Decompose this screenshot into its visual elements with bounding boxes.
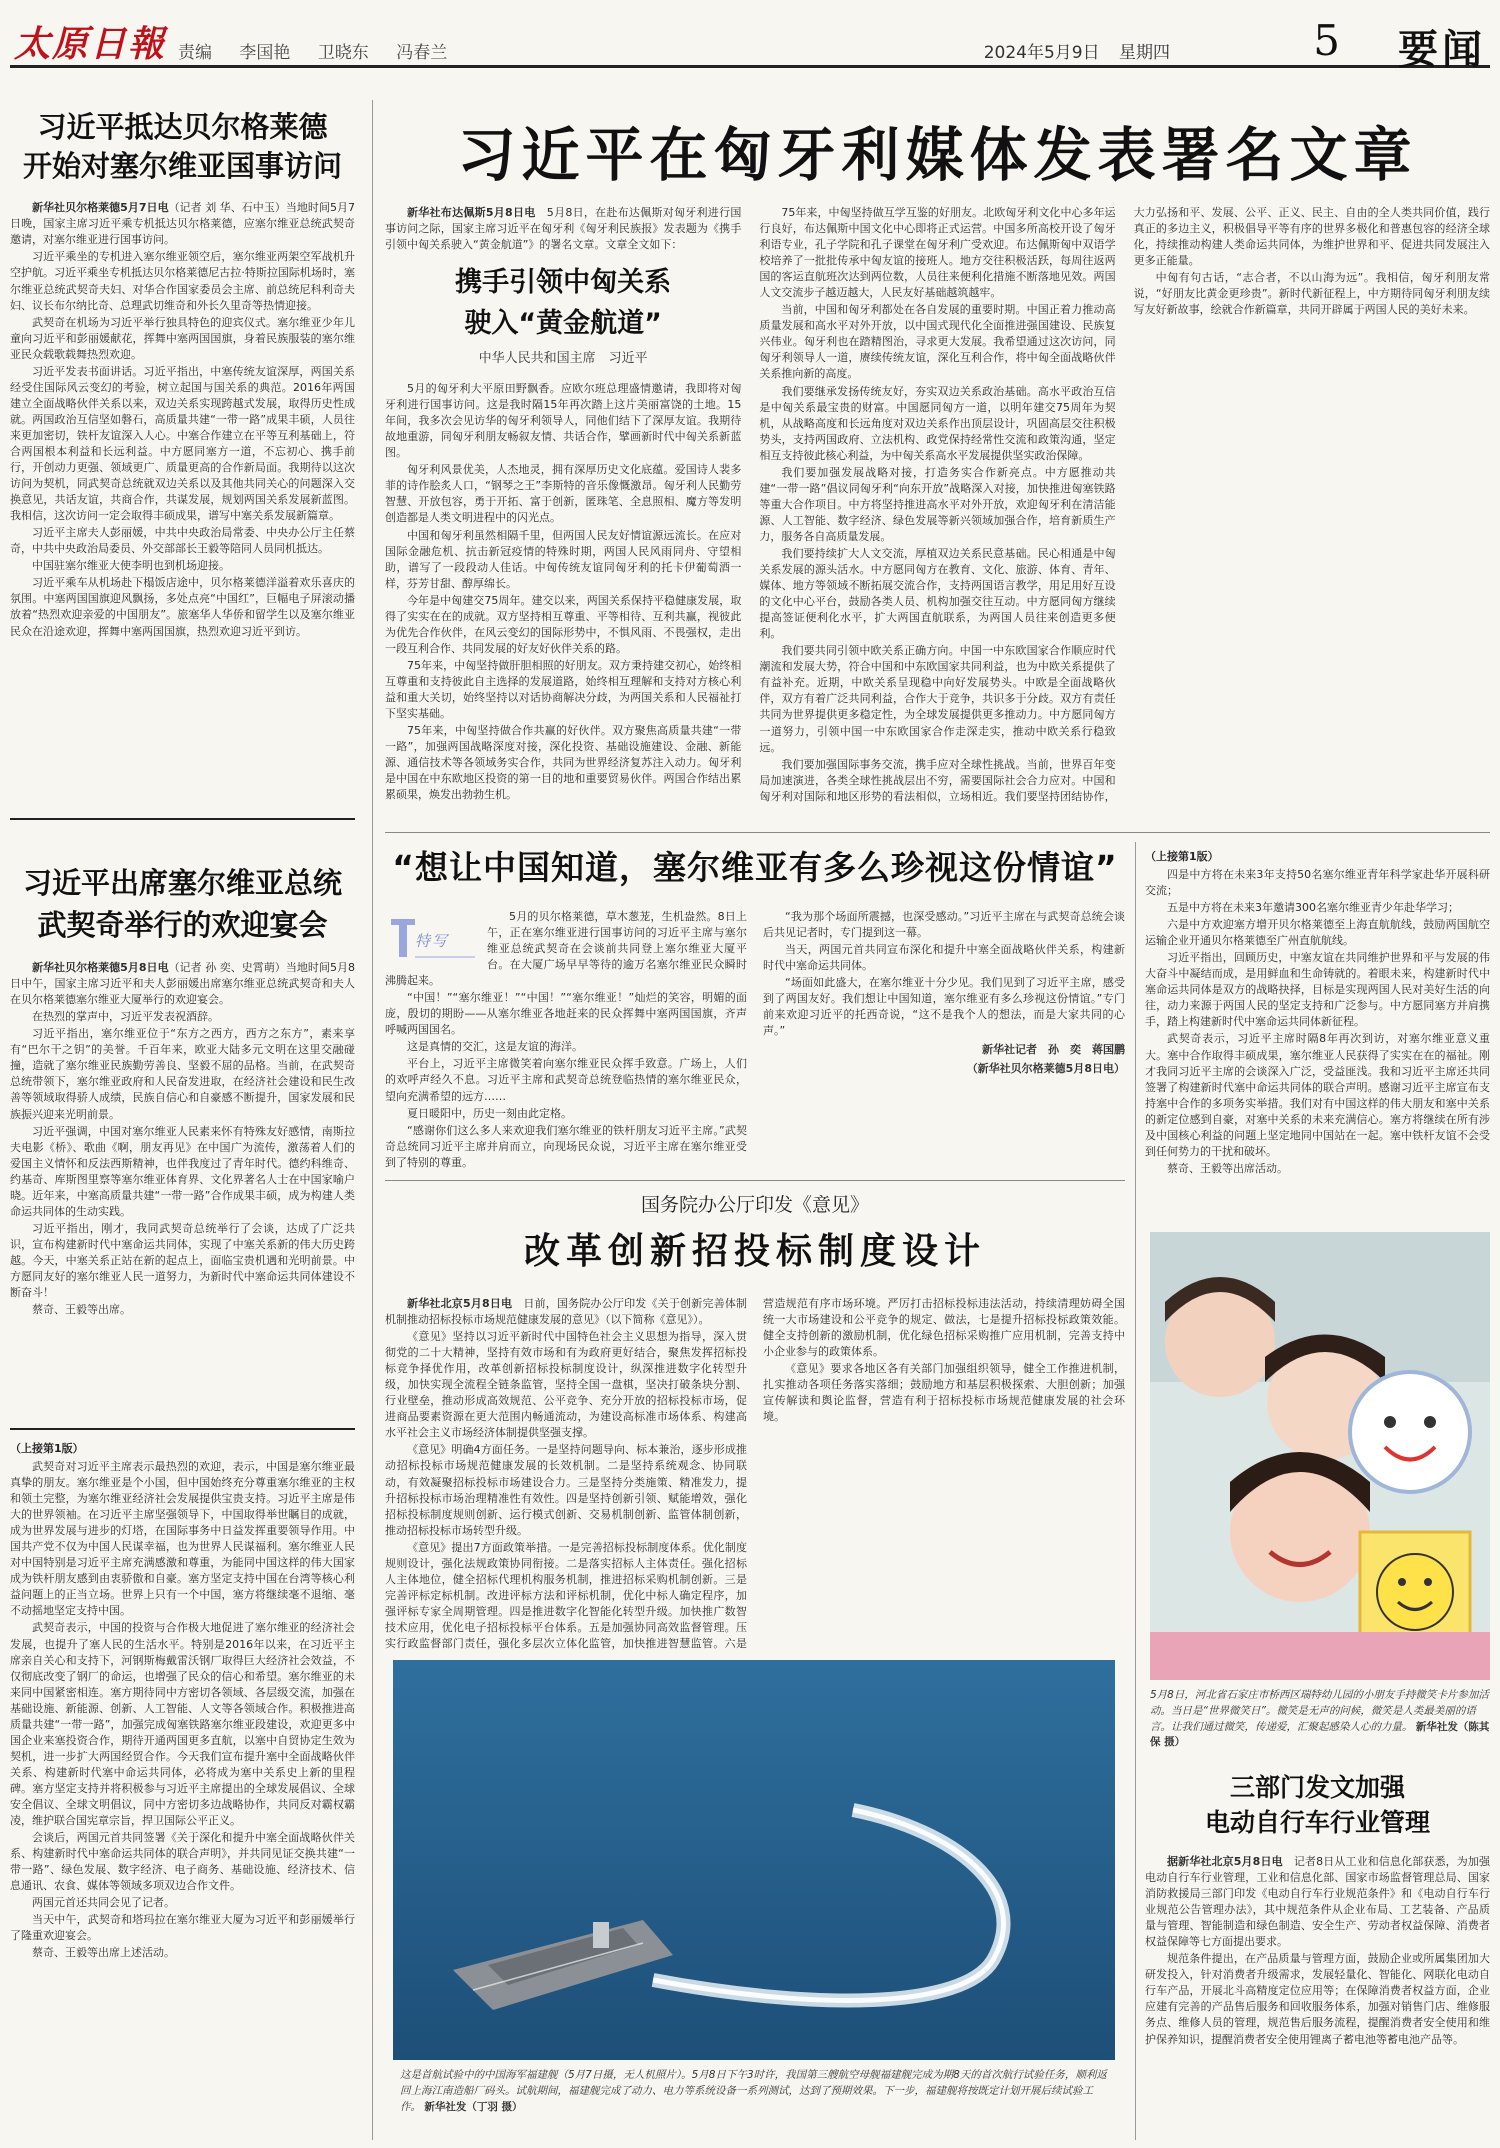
smile-day-caption-text: 5月8日，河北省石家庄市桥西区瑞特幼儿园的小朋友手持微笑卡片参加活动。当日是“世界微笑日”。微笑是无声的问候，微笑是人类最美丽的语言。让我们通过微笑，传递爱，汇聚起感染人心的力量。 (1150, 1689, 1489, 1733)
main-article (385, 205, 1490, 825)
continued-label: （上接第1版） (10, 1442, 84, 1455)
weekday-text: 星期四 (1119, 43, 1170, 63)
column-divider (372, 100, 373, 2140)
story-banquet-title (10, 862, 355, 946)
paragraph: 习近平指出，回顾历史，中塞友谊在共同维护世界和平与发展的伟大奋斗中凝结而成，是用鲜血和生命铸就的。着眼未来，构建新时代中塞命运共同体是双方的战略抉择，目标是实现两国人民对美好生活的向往，动力来源于两国人民的坚定支持和广泛参与。中方愿同塞方并肩携手，踏上构建新时代中塞命运共同体新征程。 (1145, 951, 1490, 1029)
story-talks-continued (10, 1440, 355, 2140)
editor-name: 卫晓东 (317, 43, 369, 63)
divider (10, 1428, 355, 1430)
ebike-body (1145, 1854, 1490, 2048)
policy-story (385, 1190, 1125, 1650)
main-article-body (385, 205, 1490, 820)
smile-day-photo (1150, 1232, 1490, 1680)
paragraph: 5月的贝尔格莱德，草木葱茏，生机盎然。8日上午，正在塞尔维亚进行国事访问的习近平主席与塞尔维亚总统武契奇在会谈前共同登上塞尔维亚大厦平台。在大厦广场早早等待的逾万名塞尔维亚民众瞬时沸腾起来。 (385, 910, 747, 988)
paragraph: 武契奇在机场为习近平举行独具特色的迎宾仪式。塞尔维亚少年儿童向习近平和彭丽媛献花，挥舞中塞两国国旗，身着民族服装的塞尔维亚民众载歌载舞热烈欢迎。 (10, 315, 355, 361)
feature-byline: 新华社记者 孙 奕 蒋国鹏 (982, 1043, 1125, 1057)
paragraph: 当天中午，武契奇和塔玛拉在塞尔维亚大厦为习近平和彭丽媛举行了隆重欢迎宴会。 (10, 1913, 355, 1943)
editor-label: 责编 (178, 43, 212, 63)
carrier-photo-credit: 新华社发（丁羽 摄） (424, 2100, 523, 2113)
story-arrival-body (10, 200, 355, 639)
feature-body (385, 909, 1125, 1171)
ebike-story (1145, 1770, 1490, 2140)
paragraph: 规范条件提出，在产品质量与管理方面，鼓励企业或所属集团加大研发投入，针对消费者升级需求，发展轻量化、智能化、网联化电动自行车产品，开展北斗高精度定位应用等；在保障消费者权益方面，企业应建有完善的产品售后服务和回收服务体系，加强对销售门店、维修服务点、维修人员的管理，规范售后服务流程，提醒消费者安全使用和维护保养知识，提醒消费者安全使用锂离子蓄电池等蓄电池产品等。 (1145, 1952, 1490, 2046)
lead-paragraph: 据新华社北京5月8日电 记者8日从工业和信息化部获悉，为加强电动自行车行业管理，工业和信息化部、国家市场监督管理总局、国家消防救援局三部门印发《电动自行车行业规范条件》和《电动自行车行业规范公告管理办法》，其中规范条件从企业布局、工艺装备、产品质量与管理、智能制造和绿色制造、安全生产、劳动者权益保障、消费者权益保障等七方面提出要求。 (1145, 1855, 1490, 1949)
lead-paragraph: 新华社布达佩斯5月8日电 5月8日，在赴布达佩斯对匈牙利进行国事访问之际，国家主席习近平在匈牙利《匈牙利民族报》发表题为《携手引领中匈关系驶入“黄金航道”》的署名文章。文章全文如下： (385, 206, 742, 252)
paragraph: 平台上，习近平主席微笑着向塞尔维亚民众挥手致意。广场上，人们的欢呼声经久不息。习近平主席和武契奇总统登临热情的塞尔维亚民众，望向充满希望的远方…… (385, 1057, 747, 1103)
lead-paragraph: 新华社贝尔格莱德5月8日电（记者 孙 奕、史霄萌）当地时间5月8日中午，国家主席习近平和夫人彭丽媛出席塞尔维亚总统武契奇和夫人在贝尔格莱德塞尔维亚大厦举行的欢迎宴会。 (10, 961, 355, 1007)
paragraph: 5月的匈牙利大平原田野飘香。应欧尔班总理盛情邀请，我即将对匈牙利进行国事访问。这是我时隔15年再次踏上这片美丽富饶的土地。15年间，我多次会见访华的匈牙利领导人，同他们结下了深厚友谊。我期待故地重游，同匈牙利朋友畅叙友情、共话合作，擘画新时代中匈关系新蓝图。 (385, 382, 742, 460)
paragraph: 两国元首还共同会见了记者。 (32, 1896, 175, 1910)
feature-story (385, 842, 1125, 1172)
paragraph: 武契奇表示，习近平主席时隔8年再次到访，对塞尔维亚意义重大。塞中合作取得丰硕成果，塞尔维亚人民获得了实实在在的福祉。刚才我同习近平主席的会谈深入广泛，受益匪浅。我和习近平主席还共同签署了构建新时代塞中命运共同体的联合声明。感谢习近平主席宣布支持塞中合作的多项务实举措。我们对有中国这样的伟大朋友和塞中关系的新定位感到自豪，对塞中关系的未来充满信心。塞方将继续在所有涉及中国核心利益的问题上坚定地同中国站在一起。塞中铁杆友谊不会受到任何势力的干扰和破坏。 (1145, 1032, 1490, 1158)
paragraph: 这是真情的交汇，这是友谊的海洋。 (407, 1040, 583, 1054)
main-headline-block (385, 108, 1490, 188)
headline-line: 携手引领中匈关系 (455, 267, 672, 299)
editor-name: 冯春兰 (396, 43, 448, 63)
lead-paragraph: 新华社北京5月8日电 日前，国务院办公厅印发《关于创新完善体制机制推动招标投标市场规范健康发展的意见》（以下简称《意见》）。 (385, 1297, 748, 1327)
paragraph: 蔡奇、王毅等出席上述活动。 (32, 1946, 175, 1960)
paragraph: 我们要继承发扬传统友好，夯实双边关系政治基础。高水平政治互信是中匈关系最宝贵的财富。中国愿同匈方一道，以明年建交75周年为契机，从战略高度和长远角度对双边关系作出顶层设计，巩固高层交往积极势头，支持两国政府、立法机构、政党保持经常性交流和政策沟通，坚定相互支持彼此核心利益，为中匈关系高水平发展提供坚实政治保障。 (759, 384, 1116, 462)
paragraph: 《意见》坚持以习近平新时代中国特色社会主义思想为指导，深入贯彻党的二十大精神，坚持有效市场和有为政府更好结合，聚焦发挥招标投标竞争择优作用，改革创新招标投标制度设计，纵深推进数字化转型升级，加快实现全流程全链条监管，坚持全国一盘棋，坚决打破条块分割、行业壁垒，推动形成高效规范、公平竞争、充分开放的招标投标市场，促进商品要素资源在更大范围内畅通流动，为建设高标准市场体系、构建高水平社会主义市场经济体制提供坚强支撑。 (385, 1330, 747, 1440)
paragraph: “场面如此盛大，在塞尔维亚十分少见。我们见到了习近平主席，感受到了两国友好。我们想让中国知道，塞尔维亚有多么珍视这份情谊。”专门前来欢迎习近平的托西奇说，“这不是我个人的想法，而是大家共同的心声。” (763, 976, 1125, 1038)
headline-line: 三部门发文加强 (1229, 1773, 1405, 1802)
paragraph: 习近平指出，塞尔维亚位于“东方之西方，西方之东方”，素来享有“巴尔干之钥”的美誉。千百年来，欧亚大陆多元文明在这里交融碰撞，造就了塞尔维亚民族勤劳善良、坚毅不屈的品格。当前，在武契奇总统带领下，塞尔维亚政府和人民奋发进取，在经济社会建设和民生改善等领域取得骄人成绩，民族自信心和自豪感不断提升，国家发展和民族振兴迎来光明前景。 (10, 1027, 355, 1121)
story-arrival (10, 108, 355, 803)
issue-date (970, 38, 1170, 63)
paragraph: 习近平强调，中国对塞尔维亚人民素来怀有特殊友好感情，南斯拉夫电影《桥》、歌曲《啊，朋友再见》在中国广为流传，激荡着人们的爱国主义情怀和反法西斯精神，也伴我度过了青年时代。德约科维奇、约基奇、库斯图里察等塞尔维亚体育界、文化界著名人士在中国家喻户晓。近年来，中塞高质量共建“一带一路”合作成果丰硕，成为构建人类命运共同体的生动实践。 (10, 1124, 355, 1218)
paragraph: “我为那个场面所震撼，也深受感动。”习近平主席在与武契奇总统会谈后共见记者时，专门提到这一幕。 (763, 910, 1125, 940)
page-number: 5 (1313, 16, 1340, 65)
paragraph: “中国！”“塞尔维亚！”“中国！”“塞尔维亚！”灿烂的笑容，明媚的面庞，殷切的期盼——从塞尔维亚各地赶来的民众挥舞中塞两国国旗，齐声呼喊两国国名。 (385, 991, 747, 1037)
paragraph: 当天，两国元首共同宣布深化和提升中塞全面战略伙伴关系，构建新时代中塞命运共同体。 (763, 943, 1125, 973)
paragraph: 蔡奇、王毅等出席活动。 (1167, 1161, 1288, 1175)
continued-right-body (1145, 867, 1490, 1177)
carrier-caption-text: 这是首航试验中的中国海军福建舰（5月7日摄，无人机照片）。5月8日下午3时许，我国第三艘航空母舰福建舰完成为期8天的首次航行试验任务，顺利返回上海江南造船厂码头。试航期间，福建舰完成了动力、电力等系统设备一系列测试，达到了预期效果。下一步，福建舰将按既定计划开展后续试验工作。 (400, 2069, 1107, 2113)
paragraph: 武契奇表示，中国的投资与合作极大地促进了塞尔维亚的经济社会发展，也提升了塞人民的生活水平。特别是2016年以来，在习近平主席亲自关心和支持下，河钢斯梅戴雷沃钢厂取得巨大经济社会效益，不仅彻底改变了钢厂的命运，也增强了民众的信心和希望。塞尔维亚的未来同中国紧密相连。塞方期待同中方密切各领域、各层级交流，加强在基础设施、新能源、创新、人工智能、人文等各领域合作。积极推进高质量共建“一带一路”，加强完成匈塞铁路塞尔维亚段建设，欢迎更多中国企业来塞投资合作，期待开通两国更多直航，以塞中自贸协定生效为契机，进一步扩大两国经贸合作。今天我们宣布提升塞中全面战略伙伴关系、构建新时代塞中命运共同体，必将成为塞中关系史上新的里程碑。塞方坚定支持并将积极参与习近平主席提出的全球发展倡议、全球安全倡议、全球文明倡议，同中方密切多边战略协作，共同反对霸权霸凌，维护联合国宪章宗旨，捍卫国际公平正义。 (10, 1621, 355, 1828)
masthead (10, 10, 1490, 73)
story-banquet (10, 862, 355, 1414)
divider (385, 1180, 1125, 1181)
editor-name: 李国艳 (239, 43, 291, 63)
paragraph: 习近平指出，刚才，我同武契奇总统举行了会谈，达成了广泛共识，宣布构建新时代中塞命运共同体，实现了中塞关系新的伟大历史跨越。今天，中塞关系正站在新的起点上，面临宝贵机遇和光明前景。中方愿同友好的塞尔维亚人民一道努力，为新时代中塞命运共同体建设不断奋斗！ (10, 1221, 355, 1300)
editors-line (178, 38, 469, 63)
feature-tag-text: 特写 (415, 932, 450, 950)
smile-day-photo-image (1150, 1232, 1490, 1680)
feature-headline: “想让中国知道，塞尔维亚有多么珍视这份情谊” (392, 848, 1118, 887)
paragraph: 《意见》提出7方面政策举措。一是完善招标投标制度体系。优化制度规则设计，强化法规政策协同衔接。二是落实招标人主体责任。强化招标人主体地位，健全招标代理机构服务机制，推进招标采购机制创新。三是完善评标定标机制。改进评标方法和评标机制，优化中标人确定程序，加强评标专家全周期管理。四是推进数字化智能化转型升级。加快推广数智技术应用，优化电子招标投标平台体系。五是加强协同高效监督管理。压实行政监督部门责任，强化多层次立体化监管，加快推进智慧监管。六是营造规范有序市场环境。严厉打击招标投标违法活动，持续清理妨碍全国统一大市场建设和公平竞争的规定、做法，七是提升招标投标政策效能。健全支持创新的激励机制，优化绿色招标采购推广应用机制，完善支持中小企业参与的政策体系。 (385, 1297, 1125, 1650)
paragraph: 习近平发表书面讲话。习近平指出，中塞传统友谊深厚，两国关系经受住国际风云变幻的考验，树立起国与国关系的典范。2016年两国建立全面战略伙伴关系以来，双边关系实现跨越式发展，取得历史性成就。两国政治互信坚如磐石，高质量共建“一带一路”成果丰硕，人员往来更加密切，铁杆友谊深入人心。中塞合作建立在平等互利基础上，符合两国根本利益和长远利益。中方愿同塞方一道，不忘初心、携手前行，开创动力更强、领域更广、质量更高的合作新局面。我期待以这次访问为契机，同武契奇总统就双边关系以及其他共同关心的问题深入交换意见，共话友谊，共商合作，共谋发展，规划两国关系发展新蓝图。我相信，这次访问一定会取得丰硕成果，谱写中塞关系发展新篇章。 (10, 364, 355, 523)
story-talks-body (10, 1459, 355, 1961)
paragraph: 中国和匈牙利虽然相隔千里，但两国人民友好情谊源远流长。在应对国际金融危机、抗击新冠疫情的特殊时期，两国人民风雨同舟、守望相助，谱写了一段段动人佳话。中匈传统友谊同匈牙利的托卡伊葡萄酒一样，芬芳甘甜、醇厚绵长。 (385, 528, 742, 590)
headline-line: 武契奇举行的欢迎宴会 (37, 908, 328, 943)
continued-label: （上接第1版） (1145, 850, 1219, 863)
policy-body (385, 1296, 1125, 1650)
story-banquet-body (10, 960, 355, 1318)
paragraph: 中匈有句古话，“志合者，不以山海为远”。我相信，匈牙利朋友常说，“好朋友比黄金更珍贵”。新时代新征程上，中方期待同匈牙利朋友续写友好新故事，绘就合作新篇章，共同开辟属于两国人民的美好未来。 (1133, 271, 1490, 317)
headline-line: 习近平出席塞尔维亚总统 (22, 866, 342, 900)
paragraph: 习近平乘坐的专机进入塞尔维亚领空后，塞尔维亚两架空军战机升空护航。习近平乘坐专机抵达贝尔格莱德尼古拉·特斯拉国际机场时，塞尔维亚总统武契奇夫妇、对华合作国家委员会主席、前总统尼科利奇夫妇、议长布尔纳比奇、总理武切维奇和外长久里奇等热情迎接。 (10, 250, 355, 312)
paragraph: 习近平乘车从机场赴下榻饭店途中，贝尔格莱德洋溢着欢乐喜庆的氛围。中塞两国国旗迎风飘扬，多处点亮“中国红”，巨幅电子屏滚动播放着“热烈欢迎亲爱的中国朋友”。旅塞华人华侨和留学生以及塞尔维亚民众在沿途欢迎，挥舞中塞两国国旗，热烈欢迎习近平到访。 (10, 576, 355, 638)
article-title (385, 263, 741, 344)
headline-line: 开始对塞尔维亚国事访问 (22, 149, 342, 184)
date-text: 2024年5月9日 (983, 43, 1100, 63)
continued-right (1145, 848, 1490, 1218)
paragraph: 《意见》要求各地区各有关部门加强组织领导，健全工作推进机制，扎实推动各项任务落实落细；鼓励地方和基层积极探索、大胆创新；加强宣传解读和舆论监督，营造有利于招标投标市场规范健康发展的社会环境。 (763, 1362, 1125, 1424)
paragraph: 我们要持续扩大人文交流，厚植双边关系民意基础。民心相通是中匈关系发展的源头活水。中方愿同匈方在教育、文化、旅游、体育、青年、媒体、地方等领域不断拓展交流合作，支持两国语言教学，用足用好互设的文化中心平台，鼓励各类人员、机构加强交往互动。中方愿同匈方继续提高签证便利化水平，扩大两国直航联系，为两国人员往来创造更多便利。 (759, 546, 1116, 641)
paragraph: 我们要加强发展战略对接，打造务实合作新亮点。中方愿推动共建“一带一路”倡议同匈牙利“向东开放”战略深入对接，加快推进匈塞铁路等重大合作项目。中方将坚持推进高水平对外开放，欢迎匈牙利在清洁能源、人工智能、数字经济、绿色发展等新兴领域加强合作，培育新质生产力，服务各自高质量发展。 (759, 465, 1116, 543)
paragraph: 四是中方将在未来3年支持50名塞尔维亚青年科学家赴华开展科研交流； (1145, 868, 1490, 898)
lead-paragraph: 新华社贝尔格莱德5月7日电（记者 刘 华、石中玉）当地时间5月7日晚，国家主席习近平乘专机抵达贝尔格莱德，应塞尔维亚总统武契奇邀请，对塞尔维亚进行国事访问。 (10, 201, 355, 247)
paragraph: 我们要加强国际事务交流，携手应对全球性挑战。当前，世界百年变局加速演进，各类全球性挑战层出不穷，需要国际社会合力应对。中国和匈牙利对国际和地区形势的看法相似，立场相近。我们要坚持团结协作，大力弘扬和平、发展、公平、正义、民主、自由的全人类共同价值，践行真正的多边主义，积极倡导平等有序的世界多极化和普惠包容的经济全球化，持续推动构建人类命运共同体，为维护世界和平、促进共同发展注入更多正能量。 (759, 206, 1490, 803)
divider (385, 832, 1490, 833)
paragraph: 我们要共同引领中欧关系正确方向。中国一中东欧国家合作顺应时代潮流和发展大势，符合中国和中东欧国家共同利益，也为中欧关系提供了有益补充。近期，中欧关系呈现稳中向好发展势头。中欧是全面战略伙伴，双方有着广泛共同利益，合作大于竞争，共识多于分歧。双方有责任共同为世界提供更多稳定性，为全球发展提供更多推动力。中方愿同匈方一道努力，引领中国一中东欧国家合作走深走实，推动中欧关系行稳致远。 (759, 644, 1116, 754)
policy-headline: 改革创新招投标制度设计 (523, 1231, 986, 1272)
paragraph: 今年是中匈建交75周年。建交以来，两国关系保持平稳健康发展，取得了实实在在的成就。双方坚持相互尊重、平等相待、互利共赢，视彼此为优先合作伙伴，在风云变幻的国际形势中，不惧风雨、不畏强权，走出一段互利合作、共同发展的好友好伙伴关系的路。 (385, 593, 742, 655)
paragraph: 75年来，中匈坚持做合作共赢的好伙伴。双方聚焦高质量共建“一带一路”，加强两国战略深度对接，深化投资、基础设施建设、金融、新能源、通信技术等各领域务实合作，共同为世界经济复苏注入动力。匈牙利是中国在中东欧地区投资的第一目的地和重要贸易伙伴。两国合作结出累累硕果，焕发出勃勃生机。 (385, 724, 742, 802)
main-headline: 习近平在匈牙利媒体发表署名文章 (457, 121, 1418, 188)
column-divider (1135, 842, 1136, 1202)
paragraph: 会谈后，两国元首共同签署《关于深化和提升中塞全面战略伙伴关系、构建新时代中塞命运共同体的联合声明》，并共同见证交换共建“一带一路”、绿色发展、数字经济、电子商务、基础设施、经济技术、信息通讯、农食、媒体等领域多项双边合作文件。 (10, 1831, 355, 1893)
paragraph: 蔡奇、王毅等出席。 (32, 1303, 131, 1317)
headline-line: 习近平抵达贝尔格莱德 (37, 110, 328, 144)
carrier-photo-image (393, 1660, 1115, 2060)
newspaper-logo: 太原日報 (14, 23, 167, 65)
paragraph: 75年来，中匈坚持做肝胆相照的好朋友。双方秉持建交初心，始终相互尊重和支持彼此自主选择的发展道路，始终相互理解和支持对方核心利益和重大关切，始终坚持以对话协商解决分歧，为两国关系和人民福祉打下坚实基础。 (385, 658, 742, 721)
paragraph: 习近平主席夫人彭丽媛，中共中央政治局常委、中央办公厅主任蔡奇，中共中央政治局委员、外交部部长王毅等陪同人员同机抵达。 (10, 526, 355, 556)
article-author: 中华人民共和国主席 习近平 (478, 351, 648, 367)
paragraph: 中国驻塞尔维亚大使李明也到机场迎接。 (32, 559, 230, 573)
ebike-title (1145, 1770, 1490, 1840)
section-name: 要闻 (1398, 27, 1486, 73)
smile-day-caption (1150, 1688, 1490, 1751)
paragraph: 《意见》明确4方面任务。一是坚持问题导向、标本兼治，逐步形成推动招标投标市场规范健康发展的长效机制。二是坚持系统观念、协同联动，有效凝聚招标投标市场建设合力。三是坚持分类施策、精准发力，提升招标投标市场治理精准性有效性。四是坚持创新引领、赋能增效，强化招标投标制度规则创新、运行模式创新、交易机制创新、监管体制创新，推动招标投标市场转型升级。 (385, 1443, 747, 1537)
paragraph: 匈牙利风景优美，人杰地灵，拥有深厚历史文化底蕴。爱国诗人裴多菲的诗作脍炙人口，“钢琴之王”李斯特的音乐像慨激昂。匈牙利人民勤劳智慧、开放包容，勇于开拓、富于创新，匿珠笔、全息照相、魔方等发明创造都是人类文明进程中的闪光点。 (385, 463, 742, 525)
paragraph: 武契奇对习近平主席表示最热烈的欢迎，表示，中国是塞尔维亚最真挚的朋友。塞尔维亚是个小国，但中国始终充分尊重塞尔维亚的主权和领土完整，为塞尔维亚经济社会发展提供宝贵支持。习近平主席是伟大的世界领袖。在习近平主席坚强领导下，中国取得举世瞩目的成就，成为世界发展与进步的灯塔，在国际事务中日益发挥重要领导作用。中国共产党不仅为中国人民谋幸福，也为世界人民谋福利。塞尔维亚人民对中国特别是习近平主席充满感激和尊重，为能同中国这样的伟大国家成为铁杆朋友感到由衷骄傲和自豪。塞方坚定支持中国在台湾等核心利益问题上的正当立场。世界上只有一个中国，塞方将继续毫不退缩、毫不动摇地坚定支持中国。 (10, 1460, 355, 1618)
paragraph: “感谢你们这么多人来欢迎我们塞尔维亚的铁杆朋友习近平主席。”武契奇总统同习近平主席并肩而立，向现场民众说，习近平主席在塞尔维亚受到了特别的尊重。 (385, 1123, 747, 1169)
carrier-caption (400, 2068, 1110, 2115)
policy-kicker: 国务院办公厅印发《意见》 (640, 1194, 869, 1216)
paragraph: 六是中方欢迎塞方增开贝尔格莱德至上海直航航线，鼓励两国航空运输企业开通贝尔格莱德至广州直航航线。 (1145, 918, 1490, 948)
feature-tag (385, 911, 477, 967)
divider (10, 818, 355, 820)
feature-byline-dateline: （新华社贝尔格莱德5月8日电） (966, 1062, 1125, 1076)
column-divider (1135, 1190, 1136, 2140)
paragraph: 75年来，中匈坚持做互学互鉴的好朋友。北欧匈牙利文化中心多年运行良好，布达佩斯中国文化中心即将正式运营。中国多所高校开设了匈牙利语专业，孔子学院和孔子课堂在匈牙利广受欢迎。布达佩斯匈中双语学校培养了一批批传承中匈友谊的接班人。地方交往积极活跃，每周往返两国的客运直航班次达到两位数，人员往来便利化措施不断落地见效。两国人文交流步子越迈越大，人民友好基础越筑越牢。 (759, 206, 1116, 300)
aircraft-carrier-photo (393, 1660, 1115, 2060)
paragraph: 五是中方将在未来3年邀请300名塞尔维亚青少年赴华学习； (1167, 901, 1459, 915)
headline-line: 电动自行车行业管理 (1204, 1808, 1430, 1837)
story-arrival-title (10, 108, 355, 186)
headline-line: 驶入“黄金航道” (464, 307, 662, 339)
smile-day-credit: 新华社发（陈其保 摄） (1150, 1720, 1490, 1749)
paragraph: 夏日暖阳中，历史一刻由此定格。 (407, 1106, 572, 1120)
paragraph: 当前，中国和匈牙利都处在各自发展的重要时期。中国正着力推动高质量发展和高水平对外开放，以中国式现代化全面推进强国建设、民族复兴伟业。匈牙利也在踏精图治，寻求更大发展。我希望通过这次访问，同匈牙利领导人一道，赓续传统友谊，深化互利合作，将中匈全面战略伙伴关系推向新的高度。 (759, 303, 1116, 381)
paragraph: 在热烈的掌声中，习近平发表祝酒辞。 (32, 1010, 219, 1024)
